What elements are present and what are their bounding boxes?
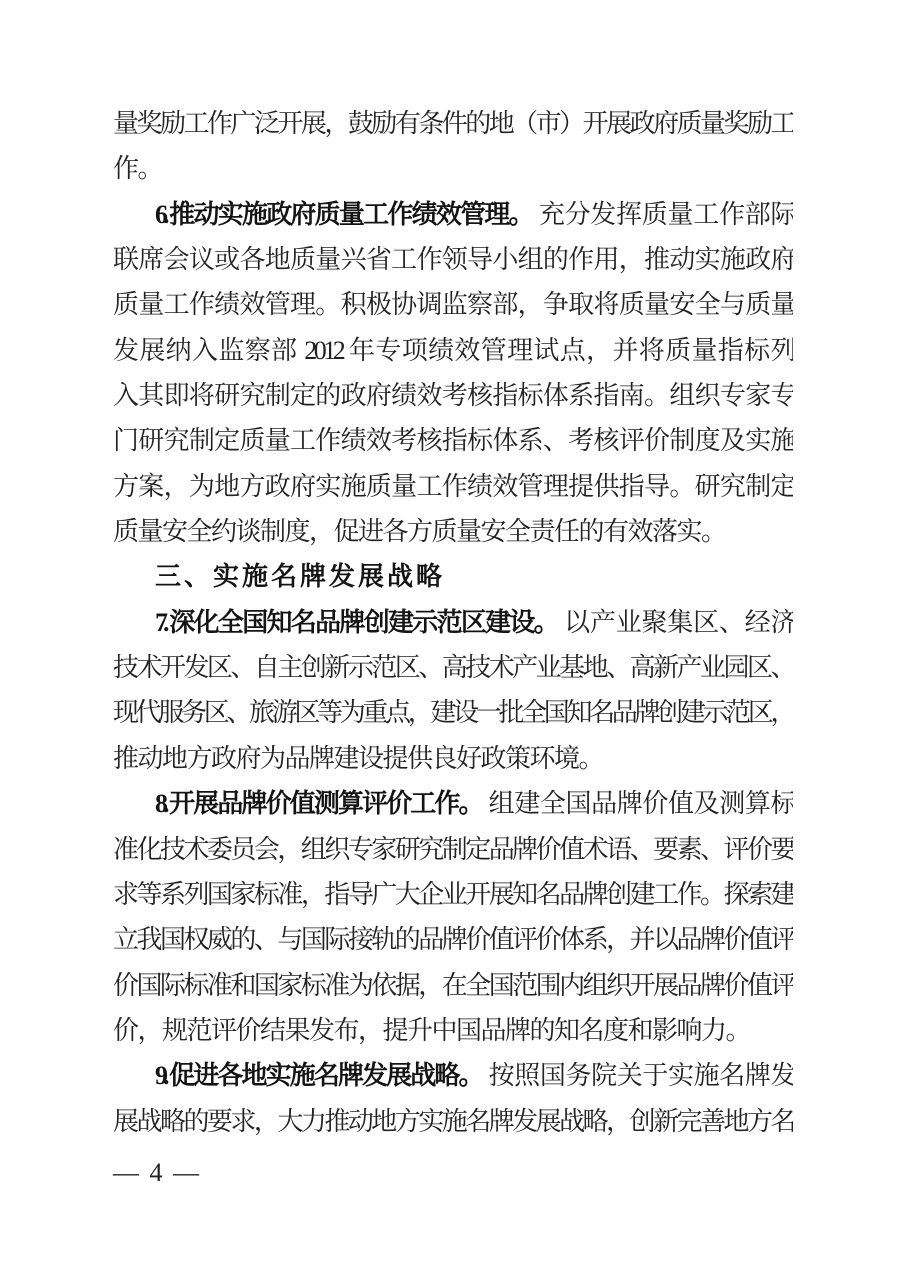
body-line: 推动地方政府为品牌建设提供良好政策环境。: [113, 743, 604, 773]
item-7-lead-text: 以产业聚集区、经济: [564, 607, 793, 637]
body-line: 价，规范评价结果发布，提升中国品牌的知名度和影响力。: [113, 1015, 751, 1045]
item-9-opening-line: [113, 1053, 793, 1098]
body-line: 技术开发区、自主创新示范区、高技术产业基地、高新产业园区、: [113, 653, 793, 683]
item-8-lead-text: 组建全国品牌价值及测算标: [488, 789, 793, 819]
body-line: 准化技术委员会，组织专家研究制定品牌价值术语、要素、评价要: [113, 834, 793, 864]
carryover-line: 量奖励工作广泛开展，鼓励有条件的地（市）开展政府质量奖励工: [113, 109, 793, 138]
body-line: 发展纳入监察部 2012 年专项绩效管理试点，并将质量指标列: [113, 335, 793, 365]
body-line: 质量工作绩效管理。积极协调监察部，争取将质量安全与质量: [113, 290, 793, 320]
body-line: 展战略的要求，大力推动地方实施名牌发展战略，创新完善地方名: [113, 1106, 793, 1136]
carryover-line: 作。: [113, 154, 163, 184]
body-line: 求等系列国家标准，指导广大企业开展知名品牌创建工作。探索建: [113, 879, 793, 909]
body-line: 方案，为地方政府实施质量工作绩效管理提供指导。研究制定: [113, 471, 793, 501]
body-line: 门研究制定质量工作绩效考核指标体系、考核评价制度及实施: [113, 426, 793, 456]
page-number: — 4 —: [113, 1157, 201, 1187]
item-8-number-title: 8. 开展品牌价值测算评价工作。: [155, 789, 483, 819]
item-8-opening-line: [113, 781, 793, 826]
body-line: 入其即将研究制定的政府绩效考核指标体系指南。组织专家专: [113, 381, 793, 411]
item-7-opening-line: [113, 600, 793, 645]
body-line: 现代服务区、旅游区等为重点，建设一批全国知名品牌创建示范区，: [113, 698, 793, 728]
item-7-number-title: 7. 深化全国知名品牌创建示范区建设。: [155, 607, 559, 637]
body-line: 价国际标准和国家标准为依据，在全国范围内组织开展品牌价值评: [113, 970, 793, 1000]
body-line: 立我国权威的、与国际接轨的品牌价值评价体系，并以品牌价值评: [113, 925, 793, 955]
section-3-heading: 三、实施名牌发展战略: [155, 561, 446, 592]
item-9-number-title: 9. 促进各地实施名牌发展战略。: [155, 1061, 483, 1091]
item-6-opening-line: [113, 192, 793, 237]
document-body: [113, 101, 793, 1195]
body-line: 联席会议或各地质量兴省工作领导小组的作用，推动实施政府: [113, 245, 793, 275]
item-9-lead-text: 按照国务院关于实施名牌发: [488, 1061, 793, 1091]
item-6-number-title: 6. 推动实施政府质量工作绩效管理。: [155, 199, 533, 229]
item-6-lead-text: 充分发挥质量工作部际: [538, 199, 793, 229]
body-line: 质量安全约谈制度，促进各方质量安全责任的有效落实。: [113, 517, 726, 547]
